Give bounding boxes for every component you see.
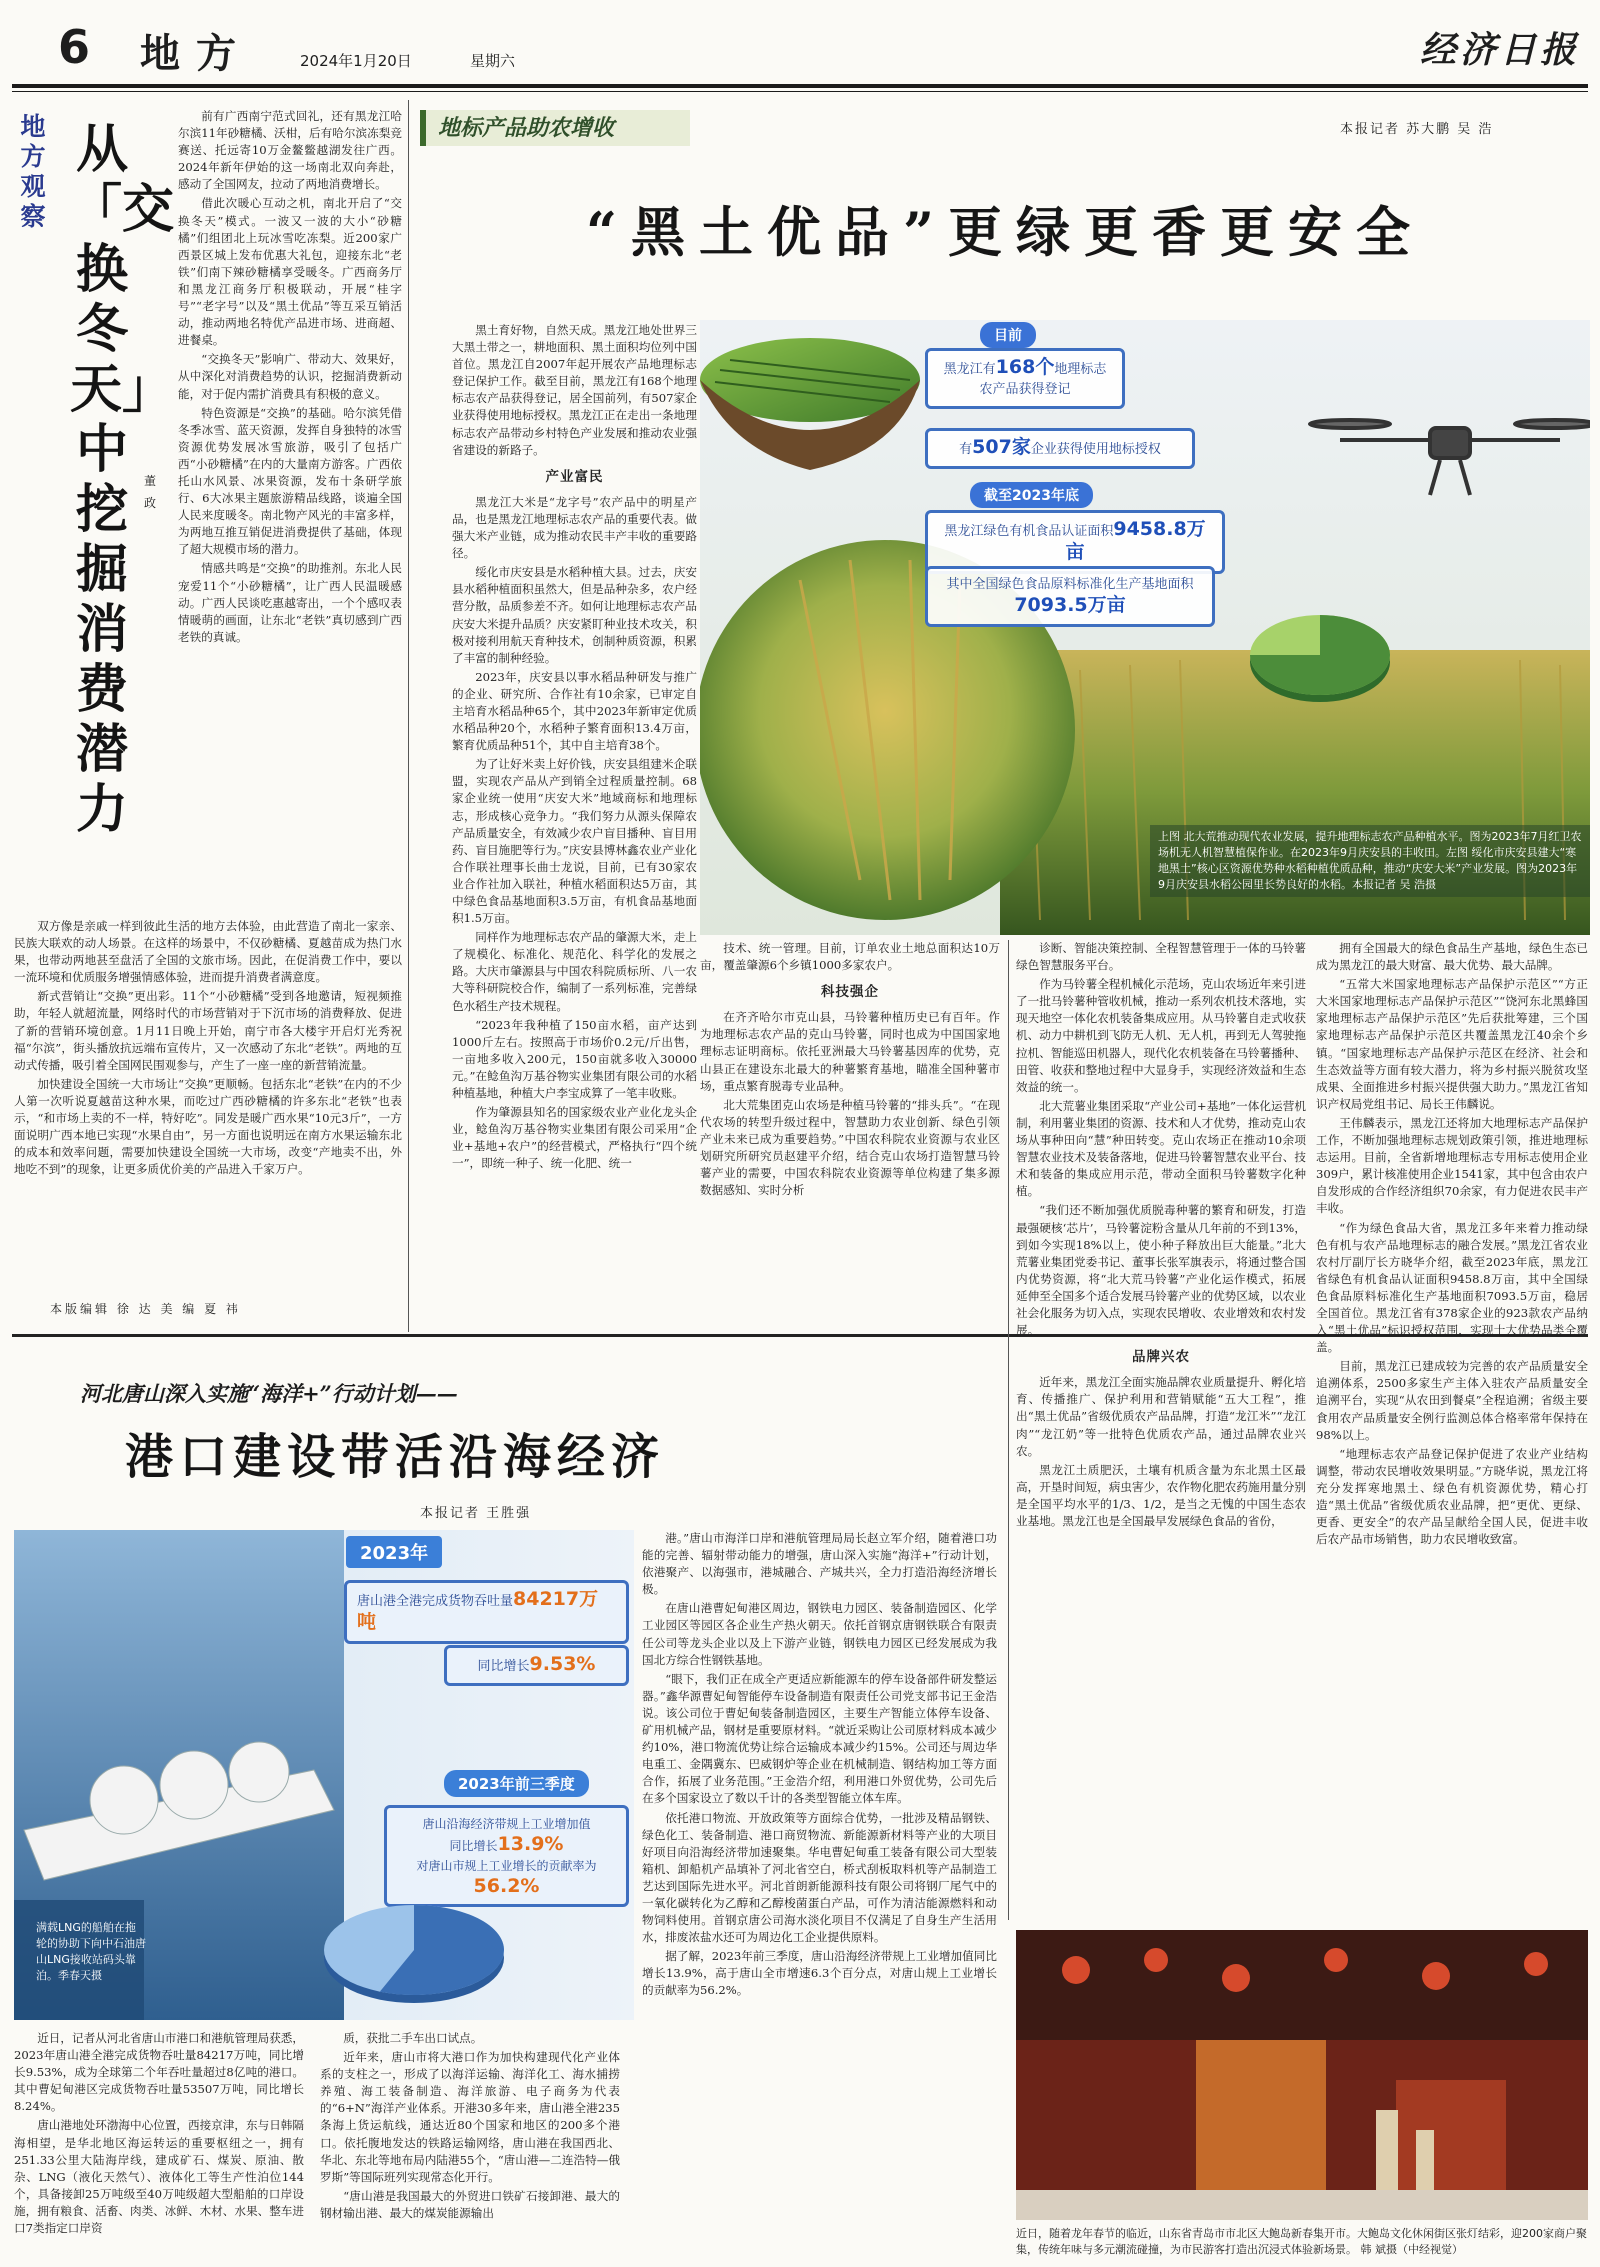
column-divider [1008, 940, 1009, 1920]
paragraph: “五常大米国家地理标志产品保护示范区”“方正大米国家地理标志产品保护示范区”“饶河东北黑蜂国家地理标志产品保护示范区”先后获批筹建，三个国家地理标志产品保护示范区共覆盖黑龙江40余个乡镇。“国家地理标志产品保护示范区在经济、社会和生态效益等方面有较大潜力，将为乡村振兴脱贫攻坚成果、全面推进乡村振兴提供强大助力。”黑龙江省知识产权局党组书记、局长王伟麟说。 [1316, 977, 1588, 1111]
paragraph: 绥化市庆安县是水稻种植大县。过去，庆安县水稻种植面积虽然大，但是品种杂多，农户经营分散，品质参差不齐。如何让地理标志农产品庆安大米提升品质？庆安紧盯种业技术攻关，积极对接利用航天育种技术，创制种质资源，积累了丰富的制种经验。 [452, 565, 697, 665]
page-number: 6 [58, 20, 91, 74]
paragraph: 作为肇源县知名的国家级农业产业化龙头企业，鲶鱼沟万基谷物实业集团有限公司采用“企业+基地+农户”的经营模式，严格执行“四个统一”，即统一种子、统一化肥、统一 [452, 1105, 697, 1171]
section-name: 地方 [140, 30, 252, 77]
stat-throughput-growth [444, 1645, 629, 1686]
stat-certified-area [925, 510, 1225, 574]
paragraph: 在唐山港曹妃甸港区周边，钢铁电力园区、装备制造园区、化学工业园区等园区各企业生产热火朝天。依托首钢京唐钢铁联合有限责任公司等龙头企业以及上下游产业链，钢铁电力园区已经发展成为我国北方综合性钢铁基地。 [642, 1601, 997, 1667]
left-headline: 从「交换冬天」中挖掘消费潜力 [70, 119, 175, 840]
paragraph: “眼下，我们正在成全产更适应新能源车的停车设备部件研发整运器。”鑫华源曹妃甸智能停车设备制造有限责任公司党支部书记王金浩说。该公司位于曹妃甸装备制造园区，主要生产智能立体停车设备、矿用机械产品，钢材是重要原材料。“就近采购让公司原材料成本减少约10%，港口物流优势让综合运输成本减少约15%。公司还与周边华电重工、金隅冀东、巴威钢炉等企业在机械制造、钢结构加工等方面合作，拓展了业务范围。”王金浩介绍，利用港口外贸优势，公司先后在多个国家设立了数以千计的各类型智能立体车库。 [642, 1671, 997, 1806]
stat-text: 黑龙江有 [943, 362, 996, 377]
paragraph: 据了解，2023年前三季度，唐山沿海经济带规上工业增加值同比增长13.9%，高于唐山全市增速6.3个百分点，对唐山规上工业增长的贡献率为56.2%。 [642, 1949, 997, 1998]
stat-text: 唐山沿海经济带规上工业增加值 [422, 1817, 591, 1831]
tangshan-infographic [14, 1530, 634, 2020]
column-label: 地方观察 [20, 112, 46, 231]
tangshan-kicker: 河北唐山深入实施“海洋+”行动计划—— [80, 1381, 458, 1406]
stat-base-area [925, 566, 1215, 627]
paragraph: 依托港口物流、开放政策等方面综合优势，一批涉及精品钢铁、绿色化工、装备制造、港口商贸物流、新能源新材料等产业的大项目好项目向沿海经济带加速聚集。华电曹妃甸重工装备有限公司大型装箱机、卸船机产品填补了河北省空白，桥式刮板取料机等产品制造工艺达到国际先进水平。河北首朗新能源科技有限公司将钢厂尾气中的一氧化碳转化为乙醇和乙醇梭菌蛋白产品，可作为清洁能源燃料和动物饲料使用。首钢京唐公司海水淡化项目不仅满足了自身生产生活用水，排废浓盐水还可为周边化工企业提供原料。 [642, 1810, 997, 1945]
feature-body-col2 [700, 940, 1000, 1332]
port-photo-caption: 满载LNG的船舶在拖轮的协助下向中石油唐山LNG接收站码头靠泊。季春天摄 [36, 1921, 146, 1982]
stat-value-contribution: 56.2% [473, 1875, 540, 1897]
paragraph: 加快建设全国统一大市场让“交换”更顺畅。包括东北“老铁”在内的不少人第一次听说夏越苗这种水果，而吃过广西砂糖橘的许多东北“老铁”也表示，“和市场上卖的不一样，特好吃”。同发是暖广西水果“10元3斤”，一方面说明广西本地已实现“水果自由”，另一方面也说明远在南方水果运输东北的成本和效率问题，需要加快建设全国统一大市场，改变“产地卖不出，外地吃不到”的现象，让更多质优价美的产品进入千家万户。 [14, 1076, 402, 1177]
newspaper-logo: 经济日报 [1420, 29, 1581, 71]
editor-credit: 本版编辑 徐 达 美 编 夏 祎 [50, 1302, 241, 1316]
stat-gi-products [925, 348, 1125, 409]
stat-text: 对唐山市规上工业增长的贡献率为 [416, 1859, 597, 1873]
market-photo-caption: 近日，随着龙年春节的临近，山东省青岛市市北区大鲍岛新春集开市。大鲍岛文化休闲街区张灯结彩，迎200家商户聚集，传统年味与多元潮流碰撞，为市民游客打造出沉浸式体验新场景。 韩 斌摄（中经视觉） [1016, 2227, 1587, 2256]
feature-kicker: 地标产品助农增收 [420, 110, 690, 146]
stat-firms [925, 428, 1195, 469]
paragraph: 同样作为地理标志农产品的肇源大米，走上了规模化、标准化、规范化、科学化的发展之路。大庆市肇源县与中国农科院质标所、八一农大等科研院校合作，编制了一系列标准，完善绿色水稻生产技术规程。 [452, 930, 697, 1013]
paragraph: 黑龙江土质肥沃，土壤有机质含量为东北黑土区最高，开垦时间短，病虫害少，农作物化肥农药施用量分别是全国平均水平的1/3、1/2，是当之无愧的中国生态农业基地。黑龙江也是全国最早发展绿色食品的省份， [1016, 1462, 1306, 1528]
tag-2023: 2023年 [346, 1536, 442, 1568]
masthead-rule [12, 84, 1588, 88]
stat-text: 其中全国绿色食品原料标准化生产基地面积 [946, 577, 1194, 592]
masthead-rule-thin [12, 91, 1588, 92]
paragraph: 情感共鸣是“交换”的助推剂。东北人民宠爱11个“小砂糖橘”，让广西人民温暖感动。广西人民谈吃惠越寄出，一个个感叹表情暖萌的画面，让东北“老铁”真切感到广西老铁的真诚。 [178, 561, 402, 644]
stat-throughput [344, 1580, 629, 1644]
tangshan-body-col3 [642, 1530, 997, 2260]
feature-body-col4 [1316, 940, 1588, 1940]
paragraph: 特色资源是“交换”的基础。哈尔滨凭借冬季冰雪、蓝天资源，发挥自身独特的冰雪资源优势发展冰雪旅游，吸引了包括广西“小砂糖橘”在内的大量南方游客。广西依托山水风景、冰果资源，发布十条研学旅行、6大冰果主题旅游精品线路，谈遍全国人民来度暖冬。南北物产风光的丰富多样，为两地互推互销促进消费提供了基础，体现了超大规模市场的潜力。 [178, 405, 402, 557]
paragraph: 双方像是亲戚一样到彼此生活的地方去体验，由此营造了南北一家亲、民族大联欢的动人场景。在这样的场景中，不仅砂糖橘、夏越苗成为热门水果，也带动两地甚至盘活了全国的文旅市场。因此，在促消费工作中，要以一流环境和优质服务增强情感体验，进而提升消费者满意度。 [14, 919, 402, 985]
tag-current: 目前 [980, 322, 1036, 348]
paragraph: “作为绿色食品大省，黑龙江多年来着力推动绿色有机与农产品地理标志的融合发展。”黑龙江省农业农村厅副厅长方晓华介绍，截至2023年底，黑龙江省绿色有机食品认证面积9458.8万亩，其中全国绿色食品原料标准化生产基地面积7093.5万亩，稳居全国首位。黑龙江省有378家企业的923款农产品纳入“黑土优品”标识授权范围，实现十大优势品类全覆盖。 [1316, 1220, 1588, 1355]
tangshan-byline: 本报记者 王胜强 [420, 1506, 532, 1521]
feature-body-col1 [452, 322, 697, 1330]
feature-pie-chart [1240, 600, 1400, 710]
feature-headline: “黑土优品”更绿更香更安全 [585, 200, 1425, 264]
paragraph: “2023年我种植了150亩水稻，亩产达到1000斤左右。按照高于市场价0.2元/斤出售，一亩地多收入200元，150亩就多收入30000元。”在鲶鱼沟万基谷物实业集团有限公司的水稻种植基地，种植大户李宝成算了一笔丰收账。 [452, 1017, 697, 1101]
stat-value-certified-area: 9458.8万亩 [1065, 518, 1206, 563]
paragraph: 黑龙江大米是“龙字号”农产品中的明星产品，也是黑龙江地理标志农产品的重要代表。做强大米产业链，成为推动农民丰产丰收的重要路径。 [452, 494, 697, 561]
stat-value-throughput: 84217万吨 [357, 1588, 599, 1633]
tangshan-pie-chart [314, 1890, 514, 2010]
stat-value-industry-growth: 13.9% [497, 1833, 564, 1855]
paragraph: 前有广西南宁范式回礼，还有黑龙江哈尔滨11年砂糖橘、沃柑，后有哈尔滨冻梨竞赛送、托远寄10万金鳌鳖越湖发往广西。2024年新年伊始的这一场南北双向奔赴，感动了全国网友，拉动了两地消费增长。 [178, 109, 402, 192]
paragraph: 诊断、智能决策控制、全程智慧管理于一体的马铃薯绿色智慧服务平台。 [1016, 941, 1306, 973]
stat-text: 企业获得使用地标授权 [1030, 442, 1161, 457]
paragraph: 近日，记者从河北省唐山市港口和港航管理局获悉，2023年唐山港全港完成货物吞吐量84217万吨，同比增长9.53%，成为全球第二个年吞吐量超过8亿吨的港口。其中曹妃甸港区完成货物吞吐量53507万吨，同比增长8.24%。 [14, 2031, 304, 2114]
issue-weekday: 星期六 [470, 52, 516, 70]
paragraph: 在齐齐哈尔市克山县，马铃薯种植历史已有百年。作为地理标志农产品的克山马铃薯，同时也成为中国国家地理标志证明商标。依托亚洲最大马铃薯基因库的优势，克山县正在建设东北最大的种薯繁育基地，瞄准全国种薯市场，重点繁育脱毒专业品种。 [700, 1010, 1000, 1093]
stat-text: 黑龙江绿色有机食品认证面积 [944, 524, 1114, 539]
stat-value-gi-products: 168个 [995, 356, 1055, 378]
paragraph: “唐山港是我国最大的外贸进口铁矿石接卸港、最大的钢材输出港、最大的煤炭能源输出 [320, 2188, 620, 2220]
tangshan-body-col2 [320, 2030, 620, 2260]
paragraph: 作为马铃薯全程机械化示范场，克山农场近年来引进了一批马铃薯种管收机械，推动一系列农机技术落地，实现天地空一体化农机装备集成应用。从马铃薯自走式收获机、动力中耕机到飞防无人机、无人机，再到无人驾驶拖拉机、智能巡田机器人，现代化农机装备在马铃薯播种、田管、收获和整地过程中大显身手，实现经济效益和生态效益的统一。 [1016, 977, 1306, 1094]
paragraph: 王伟麟表示，黑龙江还将加大地理标志产品保护工作，不断加强地理标志规划政策引领，推进地理标志运用。目前，全省新增地理标志专用标志使用企业309户，累计核准使用企业1541家，其中包含由农户自发形成的合作经济组织70余家，有力促进农民丰产丰收。 [1316, 1115, 1588, 1216]
paragraph: 近年来，唐山市将大港口作为加快构建现代化产业体系的支柱之一，形成了以海洋运输、海洋化工、海水捕捞养殖、海工装备制造、海洋旅游、电子商务为代表的“6+N”海洋产业体系。开港30多年来，唐山港全港235条海上货运航线，通达近80个国家和地区的200多个港口。依托腹地发达的铁路运输网络，唐山港在我国西北、华北、东北等地布局内陆港55个，“唐山港—二连浩特—俄罗斯”等国际班列实现常态化开行。 [320, 2050, 620, 2184]
stat-text: 地理标志农产品获得登记 [979, 362, 1107, 397]
paragraph: “地理标志农产品登记保护促进了农业产业结构调整，带动农民增收效果明显。”方晓华说，黑龙江将充分发挥寒地黑土、绿色有机资源优势，精心打造“黑土优品”省级优质农业品牌，把“更优、更绿、更香、更安全”的农产品呈献给全国人民，促进丰收后农产品市场销售，助力农民增收致富。 [1316, 1446, 1588, 1547]
issue-date: 2024年1月20日 [300, 52, 412, 70]
column-divider [408, 100, 409, 1332]
heilongjiang-infographic [700, 320, 1590, 935]
stat-text: 同比增长 [477, 1659, 530, 1674]
paragraph: 新式营销让“交换”更出彩。11个“小砂糖橘”受到各地邀请，短视频推助，年轻人就超流量，网络时代的市场营销对于下沉市场的消费释放、促进了新的营销环境创意。1月11日晚上开始，南宁市各大楼宇开启灯光秀祝福“尔滨”，街头播放抗远端布宣传片，又一次感动了东北“老铁”。两地的互动式传播，吸引着全国网民围观参与，产生了一座一座的新营销流量。 [14, 989, 402, 1072]
tag-q3: 2023年前三季度 [444, 1770, 589, 1797]
stat-text: 唐山港全港完成货物吞吐量 [357, 1594, 514, 1609]
subhead: 产业富民 [545, 468, 604, 485]
paragraph: 北大荒薯业集团采取“产业公司+基地”一体化运营机制，利用薯业集团的资源、技术和人才优势，推动克山农场从事种田向“慧”种田转变。克山农场正在推动10余项智慧农业技术及装备落地，促进马铃薯智慧农业平台、技术和装备的集成应用示范，带动全面积马铃薯数字化种植。 [1016, 1098, 1306, 1199]
left-article-body-top [178, 108, 402, 916]
subhead: 科技强企 [821, 984, 879, 1001]
paragraph: 唐山港地处环渤海中心位置，西接京津，东与日韩隔海相望，是华北地区海运转运的重要枢纽之一，拥有251.33公里大陆海岸线，建成矿石、煤炭、原油、散杂、LNG（液化天然气）、液体化工等生产性泊位144个，具备接卸25万吨级至40万吨级超大型船舶的口岸设施，拥有粮食、活畜、肉类、冰鲜、木材、水果、整车进口7类指定口岸资 [14, 2118, 304, 2236]
paragraph: “交换冬天”影响广、带动大、效果好，从中深化对消费趋势的认识，挖掘消费新动能，对于促内需扩消费具有积极的意义。 [178, 352, 402, 401]
market-photo [1016, 1930, 1588, 2220]
left-author: 董 政 [143, 474, 156, 510]
subhead: 品牌兴农 [1132, 1349, 1190, 1366]
tangshan-body-col1 [14, 2030, 304, 2260]
stat-text: 同比增长 [449, 1839, 498, 1853]
stat-value-firms: 507家 [972, 436, 1031, 458]
paragraph: 借此次暖心互动之机，南北开启了“交换冬天”模式。一波又一波的大小“砂糖橘”们组团北上玩冰雪吃冻梨。近200家广西景区城上发布优惠大礼包，迎接东北“老铁”们南下辣砂糖橘享受暖冬。广西商务厅和黑龙江商务厅积极联动，开展“桂字号”“老字号”以及“黑土优品”等互采互销活动，推动两地名特优产品进市场、进商超、进餐桌。 [178, 196, 402, 348]
paragraph: 黑土育好物，自然天成。黑龙江地处世界三大黑土带之一，耕地面积、黑土面积均位列中国首位。黑龙江自2007年起开展农产品地理标志登记保护工作。截至目前，黑龙江有168个地理标志农产品获得登记，居全国前列，有507家企业获得使用地标授权。黑龙江正在走出一条地理标志农产品带动乡村特色产业发展和推动农业强省建设的新路子。 [452, 323, 697, 457]
paragraph: 近年来，黑龙江全面实施品牌农业质量提升、孵化培育、传播推广、保护利用和营销赋能“五大工程”，推出“黑土优品”省级优质农产品品牌，打造“龙江米”“龙江肉”“龙江奶”等一批特色优质农产品，通过品牌农业兴农。 [1016, 1375, 1306, 1458]
tag-2023: 截至2023年底 [970, 482, 1093, 508]
paragraph: 2023年，庆安县以事水稻品种研发与推广的企业、研究所、合作社有10余家，已审定自主培育水稻品种65个，其中2023年新审定优质水稻品种20个，水稻种子繁育面积13.4万亩，繁育优质品种51个，其中自主培育38个。 [452, 669, 697, 753]
paragraph: “我们还不断加强优质脱毒种薯的繁育和研发，打造最强硬核‘芯片’，马铃薯淀粉含量从几年前的不到13%，到如今实现18%以上，使小种子释放出巨大能量。”北大荒薯业集团党委书记、董事长张军旗表示，将通过整合国内优势资源，将“北大荒马铃薯”产业化运作模式，拓展延伸至全国多个适合发展马铃薯产业的优势区域，以农业社会化服务为切入点，实现农民增收、农业增效和农村发展。 [1016, 1203, 1306, 1338]
stat-value-base-area: 7093.5万亩 [1014, 594, 1126, 616]
left-article-body-bottom [14, 918, 402, 1294]
paragraph: 拥有全国最大的绿色食品生产基地，绿色生态已成为黑龙江的最大财富、最大优势、最大品牌。 [1316, 941, 1588, 973]
paragraph: 北大荒集团克山农场是种植马铃薯的“排头兵”。“在现代农场的转型升级过程中，智慧助力农业创新、绿色引领产业未来已成为重要趋势。”中国农科院农业资源与农业区划研究所研究员赵建平介绍，结合克山农场打造智慧马铃薯产业的需要，中国农科院农业资源等单位构建了集多源数据感知、实时分析 [700, 1097, 1000, 1198]
paragraph: 目前，黑龙江已建成较为完善的农产品质量安全追溯体系，2500多家生产主体入驻农产品质量安全追溯平台，实现“从农田到餐桌”全程追溯；省级主要食用农产品质量安全例行监测总体合格率常年保持在98%以上。 [1316, 1359, 1588, 1442]
feature-byline: 本报记者 苏大鹏 吴 浩 [1340, 122, 1494, 137]
stat-text: 有 [959, 442, 973, 457]
paragraph: 为了让好米卖上好价钱，庆安县组建米企联盟，实现农产品从产到销全过程质量控制。68家企业统一使用“庆安大米”地域商标和地理标志，形成核心竞争力。“我们努力从源头保障农产品质量安全，有效减少农户盲目播种、盲目用药、盲目施肥等行为。”庆安县博林鑫农业产业化合作联社理事长曲士龙说，目前，已有30家农业合作社加入联社，种植水稻面积达5万亩，其中绿色食品基地面积3.5万亩，有机食品基地面积1.5万亩。 [452, 757, 697, 926]
tangshan-headline: 港口建设带活沿海经济 [125, 1429, 666, 1485]
paragraph: 技术、统一管理。目前，订单农业土地总面积达10万亩，覆盖肇源6个乡镇1000多家农户。 [700, 941, 1000, 973]
paragraph: 质，获批二手车出口试点。 [343, 2031, 483, 2045]
market-photo-image [1016, 1930, 1588, 2220]
feature-body-col3 [1016, 940, 1306, 1920]
paragraph: 港。”唐山市海洋口岸和港航管理局局长赵立军介绍，随着港口功能的完善、辐射带动能力的增强，唐山深入实施“海洋+”行动计划，依港聚产、以海强市，港城融合、产城共兴，全力打造沿海经济增长极。 [642, 1531, 997, 1597]
feature-photo-caption: 上图 北大荒推动现代农业发展，提升地理标志农产品种植水平。图为2023年7月红卫农场机无人机智慧植保作业。在2023年9月庆安县的丰收田。左图 绥化市庆安县建大“寒地黑土”核心区资源优势种水稻种植优质品种，推动“庆安大米”产业发展。图为2023年9月庆安县水稻公园里长势良好的水稻。本报记者 吴 浩摄 [1150, 825, 1590, 897]
stat-value-throughput-growth: 9.53% [529, 1653, 596, 1675]
